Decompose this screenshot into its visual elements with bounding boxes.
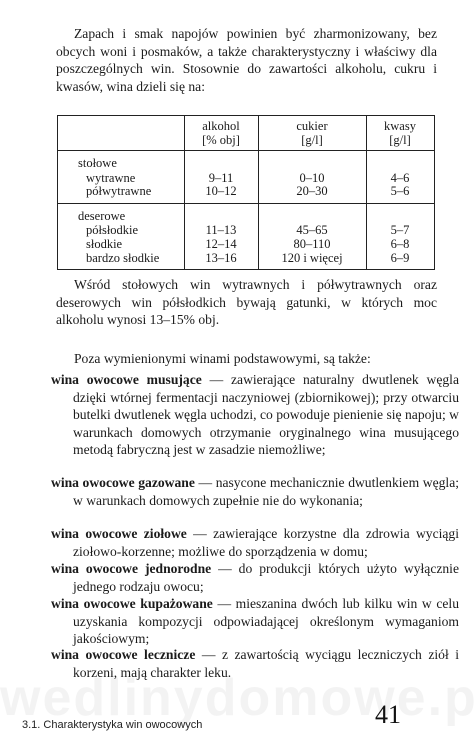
- definition-text: — mieszanina dwóch lub kilku win w celu uzyskania kompozycji odpowiadającej określonym wymaganiom jakościowym;: [73, 596, 459, 646]
- definition-sparkling: [51, 371, 459, 459]
- definition-text: — z zawartością wyciągu leczniczych ziół i korzeni, mają charakter leku.: [73, 647, 459, 680]
- definition-carbonated: [51, 474, 459, 509]
- row-label: słodkie: [86, 237, 123, 251]
- definition-term: wina owocowe gazowane: [51, 475, 195, 490]
- definition-text: — nasycone mechanicznie dwutlenkiem węgla; w warunkach domowych zupełnie nie do wykonania;: [73, 475, 459, 508]
- cell-acid: 6–9: [390, 251, 410, 265]
- definition-term: wina owocowe ziołowe: [51, 526, 187, 541]
- definition-term: wina owocowe lecznicze: [51, 647, 196, 662]
- definition-term: wina owocowe musujące: [51, 372, 202, 387]
- cell-alcohol: 11–13: [205, 223, 237, 237]
- header-sugar-unit: [g/l]: [301, 133, 323, 147]
- page-number: 41: [375, 700, 401, 729]
- definition-term: wina owocowe jednorodne: [51, 561, 212, 576]
- group-label: stołowe: [78, 156, 117, 170]
- cell-acid: 5–6: [390, 184, 410, 198]
- table-header-rule: [58, 150, 434, 151]
- cell-sugar: 80–110: [293, 237, 331, 251]
- cell-alcohol: 9–11: [208, 171, 234, 185]
- cell-sugar: 45–65: [296, 223, 328, 237]
- definition-blended: [51, 595, 459, 648]
- cell-alcohol: 12–14: [205, 237, 237, 251]
- other-wines-intro: Poza wymienionymi winami podstawowymi, są także:: [74, 351, 371, 366]
- definition-herbal: [51, 525, 459, 560]
- cell-acid: 4–6: [390, 171, 410, 185]
- intro-paragraph: Zapach i smak napojów powinien być zharmonizowany, bez obcych woni i posmaków, a także charakterystyczny i właściwy dla poszczególnych win. Stosownie do zawartości alkoholu, cukru i kwasów, wina dzieli się na:: [56, 26, 437, 94]
- wine-classification-table: [57, 115, 435, 270]
- table-group-rule: [58, 203, 434, 204]
- definition-text: — zawierające korzystne dla zdrowia wyciągi ziołowo-korzenne; możliwe do sporządzenia w domu;: [73, 526, 459, 559]
- definition-text: — zawierające naturalny dwutlenek węgla dzięki wtórnej fermentacji naczyniowej (zbiornikowej); przy otwarciu butelki dwutlenek węgla uchodzi, co powoduje pienienie się napoju; w warunkach domowych otrzymanie oryginalnego wina musującego metodą fabryczną jest w zasadzie niemożliwe;: [73, 372, 459, 457]
- row-label: bardzo słodkie: [86, 251, 160, 265]
- footer-section-title: 3.1. Charakterystyka win owocowych: [22, 719, 203, 731]
- row-label: półsłodkie: [86, 223, 139, 237]
- row-label: półwytrawne: [86, 184, 152, 198]
- cell-alcohol: 13–16: [205, 251, 237, 265]
- header-alcohol-unit: [% obj]: [202, 133, 240, 147]
- header-sugar: cukier: [296, 119, 328, 133]
- alcohol-note-paragraph: Wśród stołowych win wytrawnych i półwytrawnych oraz deserowych win półsłodkich bywają gatunki, w których moc alkoholu wynosi 13–15% obj.: [56, 277, 437, 327]
- definition-text: — do produkcji których użyto wyłącznie jednego rodzaju owocu;: [73, 561, 459, 594]
- group-label: deserowe: [78, 209, 126, 223]
- cell-sugar: 0–10: [299, 171, 325, 185]
- cell-acid: 5–7: [390, 223, 410, 237]
- cell-sugar: 20–30: [296, 184, 328, 198]
- row-label: wytrawne: [86, 171, 136, 185]
- cell-acid: 6–8: [390, 237, 410, 251]
- definition-term: wina owocowe kupażowane: [51, 596, 213, 611]
- cell-alcohol: 10–12: [205, 184, 237, 198]
- definition-single-fruit: [51, 560, 459, 595]
- cell-sugar: 120 i więcej: [281, 251, 343, 265]
- header-acid: kwasy: [384, 119, 416, 133]
- header-acid-unit: [g/l]: [389, 133, 411, 147]
- header-alcohol: alkohol: [202, 119, 240, 133]
